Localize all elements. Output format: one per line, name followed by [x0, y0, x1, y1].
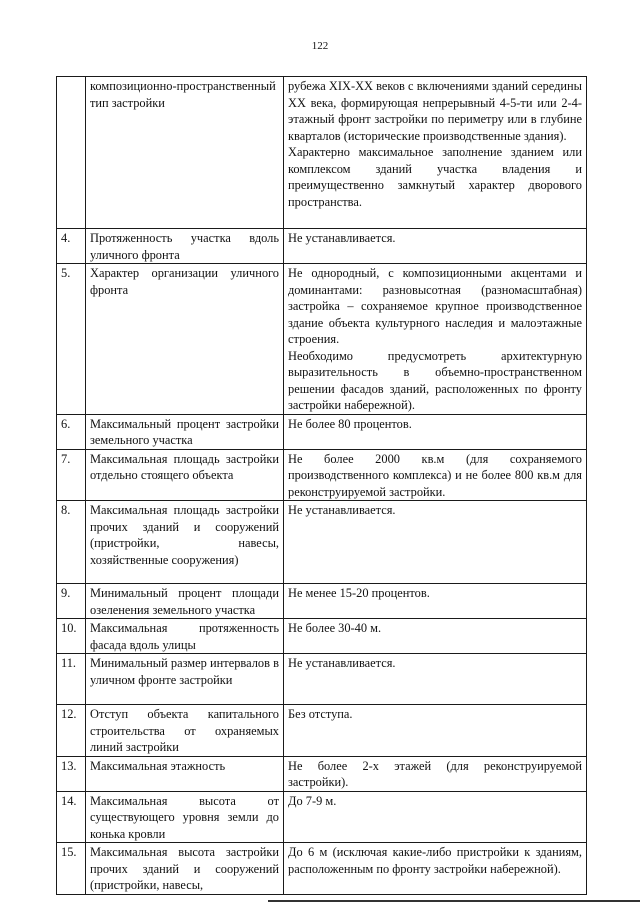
table-row [57, 619, 587, 654]
row-number: 4. [57, 229, 86, 264]
regulations-table [56, 76, 587, 895]
row-number: 5. [57, 264, 86, 415]
parameter-name: Максимальная площадь застройки прочих зданий и сооружений (пристройки, навесы, хозяйственные сооружения) [86, 501, 284, 584]
parameter-value [284, 843, 587, 895]
value-paragraph: Не менее 15-20 процентов. [288, 586, 430, 600]
table-row [57, 705, 587, 757]
parameter-value [284, 705, 587, 757]
row-number: 13. [57, 756, 86, 791]
table-row [57, 77, 587, 229]
value-paragraph: Характерно максимальное заполнение зданием или комплексом зданий участка владения и преимущественно замкнутый характер дворового пространства. [288, 145, 582, 209]
row-number: 15. [57, 843, 86, 895]
parameter-value [284, 501, 587, 584]
parameter-value [284, 264, 587, 415]
value-paragraph: Необходимо предусмотреть архитектурную выразительность в объемно-пространственном решении фасадов зданий, расположенных по фронту застройки набережной). [288, 348, 582, 412]
row-number: 12. [57, 705, 86, 757]
value-paragraph: Без отступа. [288, 707, 353, 721]
table-row [57, 229, 587, 264]
table-row [57, 756, 587, 791]
parameter-name: Минимальный процент площади озеленения земельного участка [86, 584, 284, 619]
value-paragraph: Не более 2-х этажей (для реконструируемой застройки). [288, 758, 582, 789]
parameter-value [284, 619, 587, 654]
parameter-name: Отступ объекта капитального строительства от охраняемых линий застройки [86, 705, 284, 757]
parameter-value [284, 414, 587, 449]
parameter-name: Протяженность участка вдоль уличного фронта [86, 229, 284, 264]
table-row [57, 501, 587, 584]
parameter-name: Минимальный размер интервалов в уличном фронте застройки [86, 654, 284, 705]
row-number [57, 77, 86, 229]
table-row [57, 654, 587, 705]
row-number: 9. [57, 584, 86, 619]
value-paragraph: Не устанавливается. [288, 231, 396, 245]
value-paragraph: рубежа XIX-XX веков с включениями зданий середины XX века, формирующая непрерывный 4-5-ти или 2-4-этажный фронт застройки по периметру или в глубине кварталов (исторические производственные здания). [288, 79, 582, 143]
value-paragraph: Не устанавливается. [288, 503, 396, 517]
table-row [57, 264, 587, 415]
value-paragraph: Не более 30-40 м. [288, 621, 382, 635]
parameter-value [284, 791, 587, 843]
parameter-value [284, 654, 587, 705]
parameter-name: Максимальный процент застройки земельного участка [86, 414, 284, 449]
parameter-value [284, 756, 587, 791]
row-number: 6. [57, 414, 86, 449]
parameter-name: Максимальная протяженность фасада вдоль улицы [86, 619, 284, 654]
value-paragraph: Не более 80 процентов. [288, 416, 412, 431]
table-row [57, 791, 587, 843]
parameter-name: Максимальная высота застройки прочих зданий и сооружений (пристройки, навесы, [86, 843, 284, 895]
parameter-value [284, 449, 587, 501]
parameter-name: Максимальная высота от существующего уровня земли до конька кровли [86, 791, 284, 843]
table-row [57, 449, 587, 501]
row-number: 14. [57, 791, 86, 843]
parameter-name: Максимальная этажность [86, 756, 284, 791]
value-paragraph: До 7-9 м. [288, 793, 337, 808]
parameter-name: композиционно-пространственный тип застройки [86, 77, 284, 229]
row-number: 11. [57, 654, 86, 705]
parameter-name: Характер организации уличного фронта [86, 264, 284, 415]
parameter-value [284, 229, 587, 264]
row-number: 7. [57, 449, 86, 501]
value-paragraph: Не устанавливается. [288, 656, 396, 670]
table-row [57, 414, 587, 449]
row-number: 10. [57, 619, 86, 654]
value-paragraph: Не более 2000 кв.м (для сохраняемого производственного комплекса) и не более 800 кв.м для реконструируемой застройки. [288, 451, 582, 499]
parameter-value [284, 77, 587, 229]
parameter-name: Максимальная площадь застройки отдельно стоящего объекта [86, 449, 284, 501]
table-row [57, 843, 587, 895]
value-paragraph: Не однородный, с композиционными акцентами и доминантами: разновысотная (разномасштабная) застройка – сохраняемое крупное производственное здание объекта культурного наследия и малоэтажные строения. [288, 266, 582, 346]
parameter-value [284, 584, 587, 619]
page-number: 122 [311, 40, 329, 52]
value-paragraph: До 6 м (исключая какие-либо пристройки к зданиям, расположенным по фронту застройки набережной). [288, 845, 582, 876]
row-number: 8. [57, 501, 86, 584]
table-row [57, 584, 587, 619]
page-edge-line [268, 900, 640, 902]
